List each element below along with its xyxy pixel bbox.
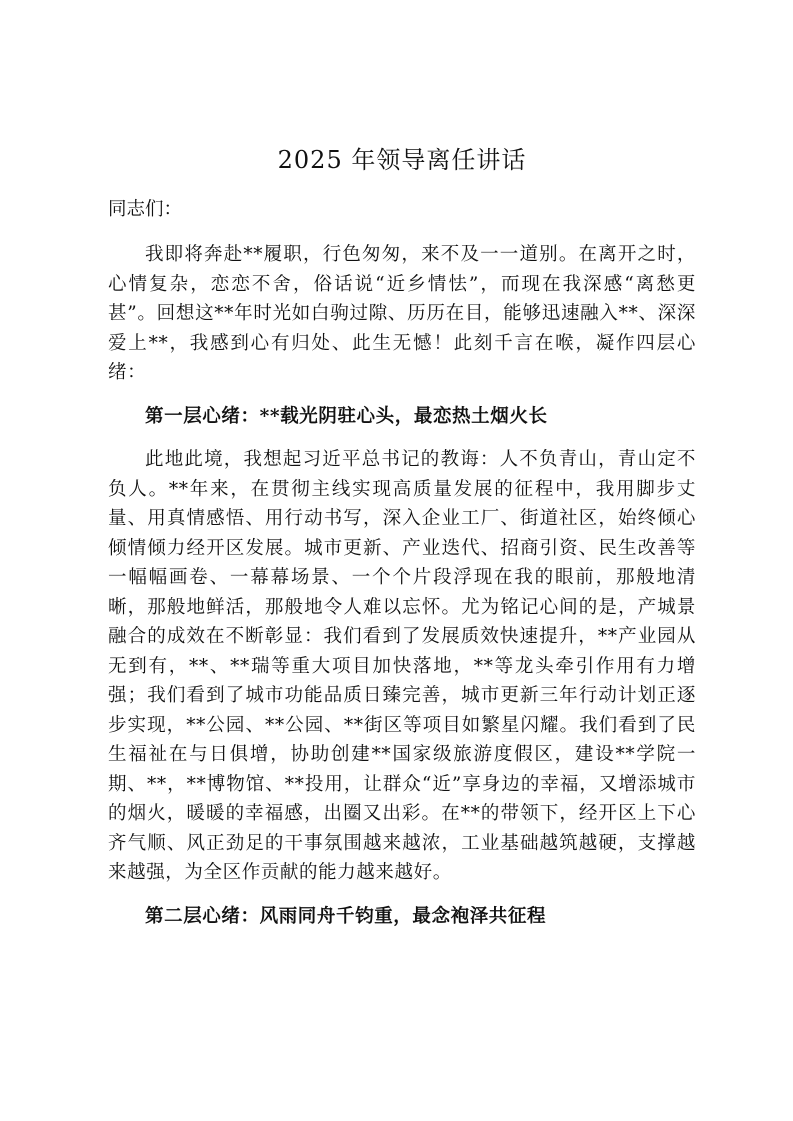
salutation: 同志们： xyxy=(108,199,183,220)
section-1-paragraph: 此地此境，我想起习近平总书记的教诲：人不负青山，青山定不负人。**年来，在贯彻主线实现高质量发展的征程中，我用脚步丈量、用真情感悟、用行动书写，深入企业工厂、街道社区，始终倾心倾情倾力经开区发展。城市更新、产业迭代、招商引资、民生改善等一幅幅画卷、一幕幕场景、一个个片段浮现在我的眼前，那般地清晰，那般地鲜活，那般地令人难以忘怀。尤为铭记心间的是，产城景融合的成效在不断彰显：我们看到了发展质效快速提升，**产业园从无到有，**、**瑞等重大项目加快落地，**等龙头牵引作用有力增强；我们看到了城市功能品质日臻完善，城市更新三年行动计划正逐步实现，**公园、**公园、**街区等项目如繁星闪耀。我们看到了民生福祉在与日俱增，协助创建**国家级旅游度假区，建设**学院一期、**，**博物馆、**投用，让群众“近”享身边的幸福，又增添城市的烟火，暖暖的幸福感，出圈又出彩。在**的带领下，经开区上下心齐气顺、风正劲足的干事氛围越来越浓，工业基础越筑越硬，支撑越来越强，为全区作贡献的能力越来越好。 xyxy=(108,449,696,883)
opening-paragraph: 我即将奔赴**履职，行色匆匆，来不及一一道别。在离开之时，心情复杂，恋恋不舍，俗话说“近乡情怯”，而现在我深感“离愁更甚”。回想这**年时光如白驹过隙、历历在目，能够迅速融入**、深深爱上**，我感到心有归处、此生无憾！此刻千言在喉，凝作四层心绪： xyxy=(108,244,696,383)
section-heading-1: 第一层心绪：**载光阴驻心头，最恋热土烟火长 xyxy=(145,405,548,427)
document-body xyxy=(108,142,696,945)
document-title: 2025 年领导离任讲话 xyxy=(277,146,527,174)
section-heading-2: 第二层心绪：风雨同舟千钧重，最念袍泽共征程 xyxy=(145,905,547,927)
